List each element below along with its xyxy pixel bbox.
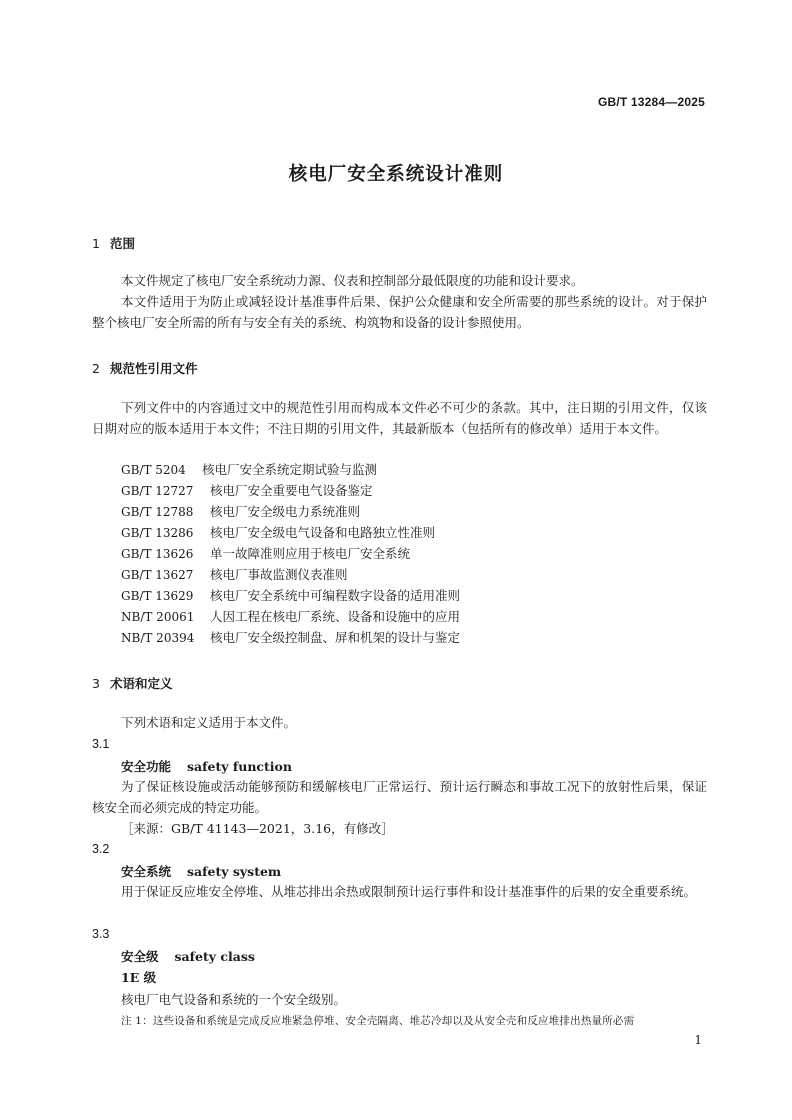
reference-code: GB/T 5204 xyxy=(121,463,186,477)
section-1-paragraph-1: 本文件规定了核电厂安全系统动力源、仪表和控制部分最低限度的功能和设计要求。 xyxy=(121,273,584,288)
term-definition: 用于保证反应堆安全停堆、从堆芯排出余热或限制预计运行事件和设计基准事件的后果的安全重要系统。 xyxy=(121,884,697,899)
term-heading xyxy=(121,862,281,880)
section-2-heading xyxy=(92,359,198,377)
term-heading xyxy=(121,947,255,965)
term-number: 3.2 xyxy=(92,842,110,856)
section-3-heading xyxy=(92,674,173,692)
term-zh: 安全级 xyxy=(121,949,159,964)
term-en: safety system xyxy=(187,864,282,879)
document-title: 核电厂安全系统设计准则 xyxy=(288,164,504,185)
reference-code: GB/T 12788 xyxy=(121,505,194,519)
reference-title: 人因工程在核电厂系统、设备和设施中的应用 xyxy=(210,609,461,624)
reference-row xyxy=(121,460,377,478)
term-note: 注 1：这些设备和系统是完成反应堆紧急停堆、安全壳隔离、堆芯冷却以及从安全壳和反应堆排出热量所必需 xyxy=(121,1015,635,1027)
reference-row xyxy=(121,565,348,583)
reference-title: 核电厂安全级电气设备和电路独立性准则 xyxy=(210,525,436,540)
term-zh: 安全系统 xyxy=(121,864,172,879)
section-1-title: 范围 xyxy=(110,236,136,251)
reference-row xyxy=(121,607,460,625)
subterm: 1E 级 xyxy=(121,970,157,985)
reference-row xyxy=(121,586,460,604)
section-2-title: 规范性引用文件 xyxy=(110,361,198,376)
reference-row xyxy=(121,502,360,520)
reference-title: 核电厂安全级控制盘、屏和机架的设计与鉴定 xyxy=(210,630,461,645)
reference-row xyxy=(121,628,460,646)
reference-title: 核电厂安全重要电气设备鉴定 xyxy=(210,483,373,498)
reference-code: NB/T 20394 xyxy=(121,631,195,645)
reference-title: 核电厂安全级电力系统准则 xyxy=(210,504,361,519)
reference-code: GB/T 13629 xyxy=(121,589,194,603)
section-3-number: 3 xyxy=(92,676,100,691)
reference-row xyxy=(121,523,435,541)
term-definition: 为了保证核设施或活动能够预防和缓解核电厂正常运行、预计运行瞬态和事故工况下的放射性后果，保证核安全而必须完成的特定功能。 xyxy=(92,779,707,815)
section-2-intro: 下列文件中的内容通过文中的规范性引用而构成本文件必不可少的条款。其中，注日期的引用文件，仅该日期对应的版本适用于本文件；不注日期的引用文件，其最新版本（包括所有的修改单）适用于本文件。 xyxy=(92,400,707,436)
section-2-number: 2 xyxy=(92,361,100,376)
section-1-heading xyxy=(92,234,135,252)
reference-code: GB/T 13626 xyxy=(121,547,194,561)
term-definition: 核电厂电气设备和系统的一个安全级别。 xyxy=(121,992,347,1007)
standard-code: GB/T 13284—2025 xyxy=(597,95,705,109)
section-3-intro: 下列术语和定义适用于本文件。 xyxy=(121,715,297,730)
reference-code: GB/T 13627 xyxy=(121,568,194,582)
reference-row xyxy=(121,544,410,562)
reference-code: NB/T 20061 xyxy=(121,610,195,624)
reference-title: 核电厂安全系统定期试验与监测 xyxy=(202,462,378,477)
term-en: safety function xyxy=(187,759,292,774)
section-1-paragraph-2: 本文件适用于为防止或减轻设计基准事件后果、保护公众健康和安全所需要的那些系统的设计。对于保护整个核电厂安全所需的所有与安全有关的系统、构筑物和设备的设计参照使用。 xyxy=(92,294,707,330)
reference-title: 核电厂安全系统中可编程数字设备的适用准则 xyxy=(210,588,461,603)
term-source: ［来源：GB/T 41143—2021，3.16，有修改］ xyxy=(121,821,394,836)
section-1-number: 1 xyxy=(92,236,100,251)
term-heading xyxy=(121,757,292,775)
term-zh: 安全功能 xyxy=(121,759,172,774)
reference-title: 核电厂事故监测仪表准则 xyxy=(210,567,348,582)
section-3-title: 术语和定义 xyxy=(110,676,173,691)
page-number: 1 xyxy=(694,1033,702,1047)
reference-title: 单一故障准则应用于核电厂安全系统 xyxy=(210,546,411,561)
term-en: safety class xyxy=(174,949,255,964)
reference-code: GB/T 13286 xyxy=(121,526,194,540)
reference-row xyxy=(121,481,373,499)
term-number: 3.3 xyxy=(92,927,110,941)
term-number: 3.1 xyxy=(92,737,110,751)
reference-code: GB/T 12727 xyxy=(121,484,194,498)
